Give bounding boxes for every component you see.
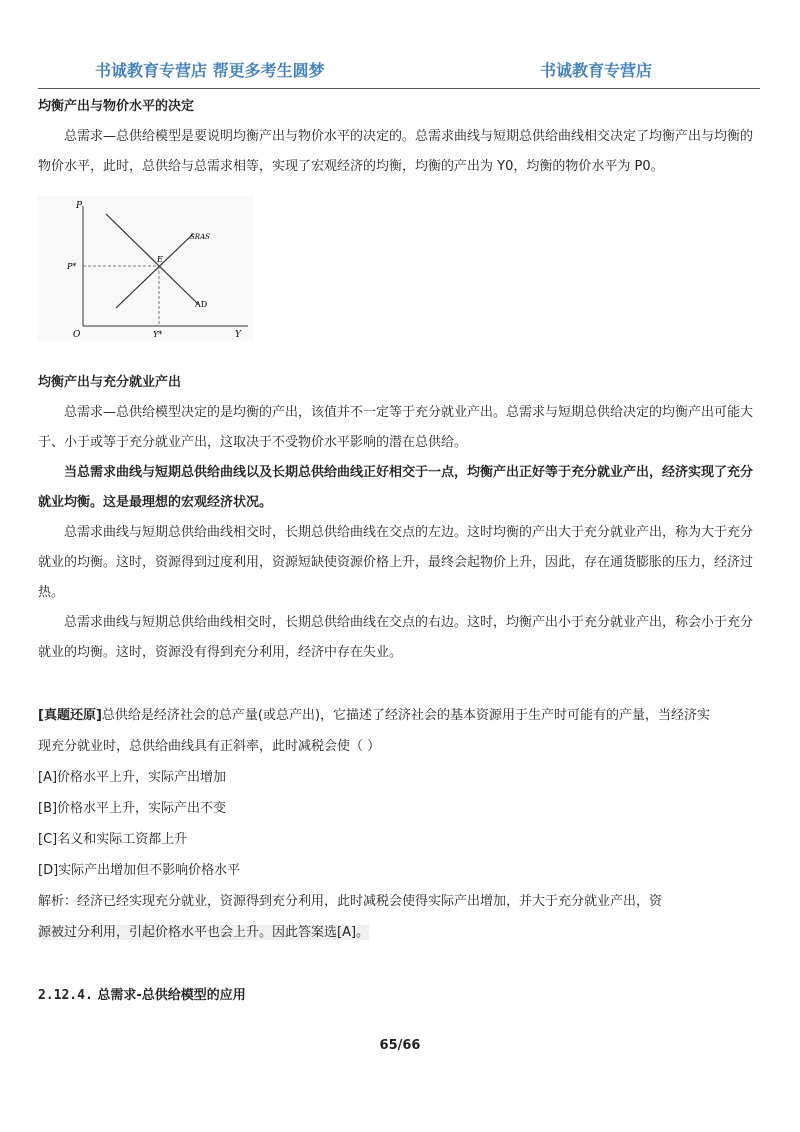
option-b: [B]价格水平上升，实际产出不变 (38, 801, 227, 816)
page-total: 66 (402, 1038, 421, 1053)
page-separator: / (397, 1038, 403, 1053)
page-content (38, 95, 760, 1008)
equilibrium-point-label: E (157, 255, 163, 264)
header-rule (38, 88, 760, 89)
question-stem-line-1 (38, 700, 760, 731)
paragraph-full-employment-4: 总需求曲线与短期总供给曲线相交时，长期总供给曲线在交点的右边。这时，均衡产出小于充分就业产出，称会小于充分就业的均衡。这时，资源没有得到充分利用，经济中存在失业。 (38, 615, 754, 660)
section-heading-full-employment: 均衡产出与充分就业产出 (38, 375, 182, 390)
y-axis-label: Y (235, 330, 241, 340)
paragraph-equilibrium: 总需求—总供给模型是要说明均衡产出与物价水平的决定的。总需求曲线与短期总供给曲线相交决定了均衡产出与均衡的物价水平，此时，总供给与总需求相等，实现了宏观经济的均衡，均衡的产出为 Y0，均衡的物价水平为 P0。 (38, 129, 754, 174)
option-a: [A]价格水平上升，实际产出增加 (38, 770, 227, 785)
question-stem-text-1: 总供给是经济社会的总产量(或总产出)，它描述了经济社会的基本资源用于生产时可能有的产量，当经济实 (101, 708, 711, 723)
question-stem-line-2: 现充分就业时，总供给曲线具有正斜率，此时减税会使（ ） (38, 739, 381, 754)
section-heading-application (38, 984, 760, 1008)
y-star-label: Y* (153, 330, 163, 339)
header-left-text: 书诚教育专营店 帮更多考生圆梦 (95, 61, 325, 80)
analysis-line-2 (38, 917, 760, 948)
sras-label: SRAS (190, 233, 210, 241)
option-c: [C]名义和实际工资都上升 (38, 832, 188, 847)
p-star-label: P* (67, 262, 77, 271)
question-tag: [真题还原] (38, 708, 102, 723)
section-number: 2.12.4. (38, 988, 93, 1003)
option-d: [D]实际产出增加但不影响价格水平 (38, 863, 241, 878)
header-right-text: 书诚教育专营店 (540, 61, 653, 80)
analysis-text-2: 源被过分利用，引起价格水平也会上升。因此答案选[A]。 (38, 925, 370, 940)
paragraph-full-employment-1: 总需求—总供给模型决定的是均衡的产出，该值并不一定等于充分就业产出。总需求与短期总供给决定的均衡产出可能大于、小于或等于充分就业产出，这取决于不受物价水平影响的潜在总供给。 (38, 405, 754, 450)
p-axis-label: P (76, 201, 83, 211)
paragraph-full-employment-2: 当总需求曲线与短期总供给曲线以及长期总供给曲线正好相交于一点，均衡产出正好等于充分就业产出，经济实现了充分就业均衡。这是最理想的宏观经济状况。 (38, 465, 754, 510)
analysis-line-1: 解析：经济已经实现充分就业，资源得到充分利用，此时减税会使得实际产出增加，并大于充分就业产出，资 (38, 894, 663, 909)
ad-sras-graph (38, 196, 253, 341)
ad-label: AD (195, 300, 208, 309)
paragraph-full-employment-3: 总需求曲线与短期总供给曲线相交时，长期总供给曲线在交点的左边。这时均衡的产出大于充分就业产出，称为大于充分就业的均衡。这时，资源得到过度利用，资源短缺使资源价格上升，最终会起物价上升，因此，存在通货膨胀的压力，经济过热。 (38, 525, 754, 600)
section-heading-equilibrium: 均衡产出与物价水平的决定 (38, 99, 195, 114)
origin-label: O (73, 330, 81, 340)
page-number (0, 1038, 800, 1053)
section-title: 总需求-总供给模型的应用 (97, 988, 246, 1003)
page-current: 65 (379, 1038, 398, 1053)
